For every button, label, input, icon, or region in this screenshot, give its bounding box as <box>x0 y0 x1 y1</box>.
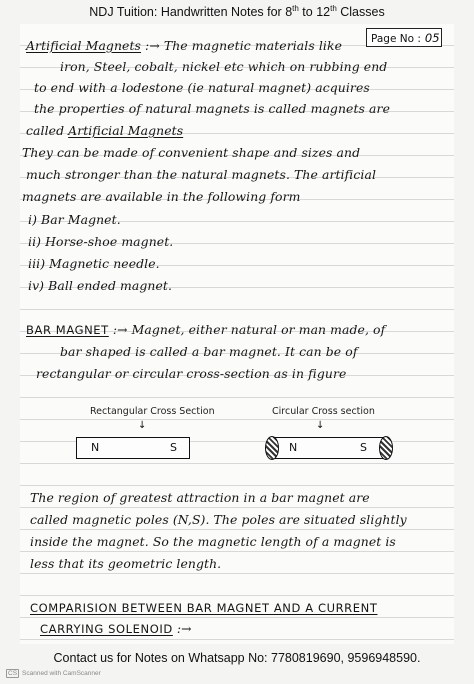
note-line: called magnetic poles (N,S). The poles are situated slightly <box>30 512 407 527</box>
note-line: rectangular or circular cross-section as in figure <box>36 366 347 381</box>
figure-label-circular: Circular Cross section <box>272 406 375 417</box>
list-item: iv) Ball ended magnet. <box>28 278 173 293</box>
header-text: NDJ Tuition: Handwritten Notes for 8 <box>89 5 293 20</box>
section-heading-bar-magnet: BAR MAGNET <box>26 323 109 337</box>
term-artificial-magnets: Artificial Magnets <box>68 123 184 138</box>
note-line: much stronger than the natural magnets. The artificial <box>26 167 377 182</box>
down-arrow-icon: ↓ <box>316 420 325 431</box>
scanner-watermark <box>6 669 101 678</box>
circular-bar-magnet <box>272 437 386 459</box>
document-header <box>0 4 474 24</box>
section-heading-comparison: COMPARISION BETWEEN BAR MAGNET AND A CURRENT <box>30 601 378 615</box>
note-line: They can be made of convenient shape and sizes and <box>22 145 361 160</box>
circular-end-cap-left <box>265 436 279 460</box>
list-item: ii) Horse-shoe magnet. <box>28 234 174 249</box>
header-text-mid: to 12 <box>298 5 331 20</box>
note-line: inside the magnet. So the magnetic length of a magnet is <box>30 534 396 549</box>
camscanner-icon: CS <box>8 670 18 677</box>
section-heading-solenoid: CARRYING SOLENOID <box>40 622 173 636</box>
header-text-post: Classes <box>336 5 385 20</box>
note-line: the properties of natural magnets is called magnets are <box>34 101 391 116</box>
line-text: :→ <box>172 621 192 636</box>
note-line: magnets are available in the following form <box>22 189 301 204</box>
line-text: :→ The magnetic materials like <box>141 38 343 53</box>
note-line: bar shaped is called a bar magnet. It can be of <box>60 344 358 359</box>
page-number-box <box>366 28 442 47</box>
scanner-text: Scanned with CamScanner <box>22 670 101 677</box>
line-text: called <box>26 123 69 138</box>
note-line <box>26 38 342 53</box>
down-arrow-icon: ↓ <box>138 420 147 431</box>
note-line <box>40 621 192 636</box>
page-number-value: 05 <box>424 31 440 45</box>
north-pole-label: N <box>91 441 100 454</box>
note-line: to end with a lodestone (ie natural magnet) acquires <box>34 80 370 95</box>
note-line: iron, Steel, cobalt, nickel etc which on rubbing end <box>60 59 388 74</box>
note-line <box>26 123 183 138</box>
south-pole-label: S <box>170 441 177 454</box>
circular-end-cap-right <box>379 436 393 460</box>
page-number-label: Page No : <box>371 33 421 45</box>
contact-footer: Contact us for Notes on Whatsapp No: 7780819690, 9596948590. <box>53 651 421 665</box>
list-item: i) Bar Magnet. <box>28 212 121 227</box>
note-line: less that its geometric length. <box>30 556 222 571</box>
header-sup-2: th <box>330 4 337 13</box>
note-line: The region of greatest attraction in a bar magnet are <box>30 490 370 505</box>
note-line <box>26 322 385 337</box>
note-line <box>30 600 377 615</box>
note-page <box>20 24 454 644</box>
rectangular-bar-magnet <box>76 437 190 459</box>
north-pole-label: N <box>289 441 298 454</box>
figure-label-rectangular: Rectangular Cross Section <box>90 406 215 417</box>
south-pole-label: S <box>360 441 367 454</box>
line-text: :→ Magnet, either natural or man made, of <box>108 322 386 337</box>
section-heading-artificial-magnets: Artificial Magnets <box>26 38 142 53</box>
header-sup: th <box>292 4 299 13</box>
list-item: iii) Magnetic needle. <box>28 256 160 271</box>
